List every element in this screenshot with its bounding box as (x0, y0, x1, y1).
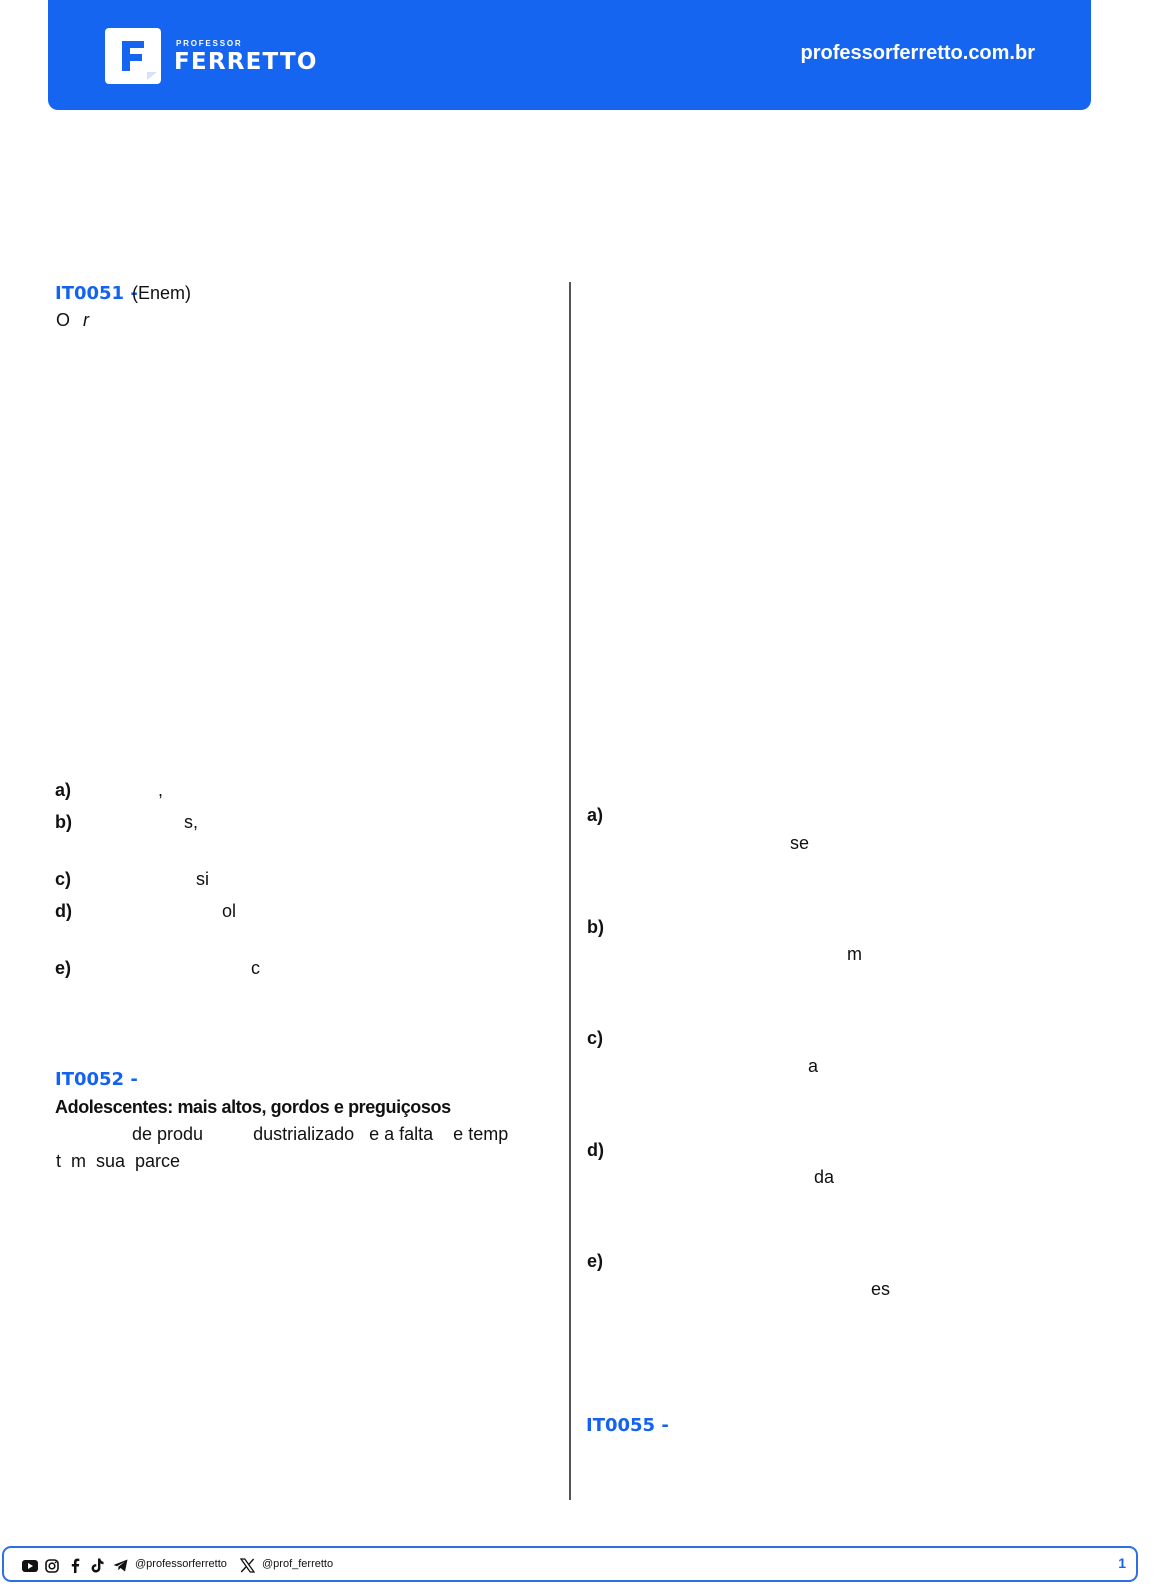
question-text-fragment: O (56, 310, 71, 330)
instagram-icon[interactable] (45, 1559, 59, 1573)
question-code-it0051: IT0051 - (55, 283, 138, 304)
header-banner (48, 0, 1091, 110)
option-e-letter[interactable]: e) (55, 958, 72, 978)
logo-icon (105, 28, 161, 84)
option-b-text: s, (184, 812, 199, 832)
site-url-link[interactable]: professorferretto.com.br (800, 42, 1035, 64)
option-d-letter[interactable]: d) (587, 1140, 604, 1160)
question-code-it0052: IT0052 - (55, 1069, 138, 1090)
option-a-letter[interactable]: a) (55, 780, 72, 800)
brand-name: FERRETTO (174, 49, 318, 75)
article-text-line: t m sua parce (56, 1151, 181, 1171)
brand-subtitle: PROFESSOR (176, 39, 243, 48)
page-number: 1 (1118, 1555, 1126, 1571)
question-code-it0055: IT0055 - (586, 1415, 669, 1436)
option-c-letter[interactable]: c) (587, 1028, 604, 1048)
youtube-icon[interactable] (22, 1560, 38, 1572)
option-a-letter[interactable]: a) (587, 805, 604, 825)
facebook-icon[interactable] (70, 1558, 80, 1573)
x-icon[interactable] (240, 1558, 255, 1573)
option-c-text: si (196, 869, 209, 889)
column-divider (569, 282, 571, 1500)
option-c-text: a (808, 1056, 819, 1076)
option-b-letter[interactable]: b) (587, 917, 604, 937)
question-source: (Enem) (132, 283, 192, 303)
question-text-fragment: r (83, 310, 89, 330)
tiktok-icon[interactable] (91, 1558, 104, 1573)
social-handle-2[interactable]: @prof_ferretto (262, 1558, 334, 1570)
option-b-text: m (847, 944, 862, 964)
option-e-text: es (871, 1279, 891, 1299)
option-d-text: ol (222, 901, 237, 921)
footer-bar (2, 1546, 1138, 1582)
article-text-line: de produ dustrializado e a falta e temp (132, 1124, 509, 1144)
option-b-letter[interactable]: b) (55, 812, 72, 832)
option-e-letter[interactable]: e) (587, 1251, 604, 1271)
telegram-icon[interactable] (113, 1559, 128, 1572)
option-c-letter[interactable]: c) (55, 869, 72, 889)
option-e-text: c (251, 958, 260, 978)
option-d-text: da (814, 1167, 835, 1187)
article-title: Adolescentes: mais altos, gordos e preguiçosos (55, 1097, 451, 1117)
social-handle-1[interactable]: @professorferretto (135, 1558, 227, 1570)
option-a-text: , (158, 780, 164, 800)
option-a-text: se (790, 833, 810, 853)
option-d-letter[interactable]: d) (55, 901, 72, 921)
